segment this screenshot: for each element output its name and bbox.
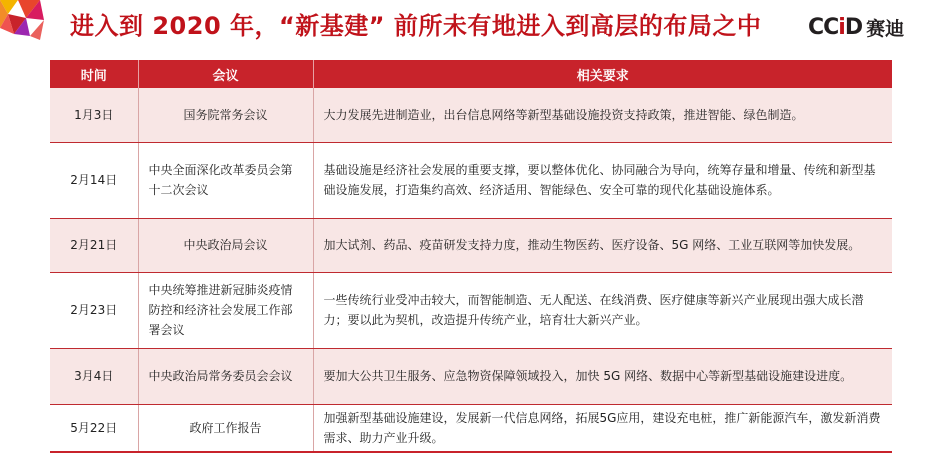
requirements-table bbox=[50, 60, 892, 453]
table-row bbox=[50, 348, 892, 404]
row-requirement: 要加大公共卫生服务、应急物资保障领域投入，加快 5G 网络、数据中心等新型基础设施建设进度。 bbox=[313, 348, 892, 404]
row-meeting: 中央政治局常务委员会会议 bbox=[138, 348, 313, 404]
row-meeting: 国务院常务会议 bbox=[138, 88, 313, 142]
row-date: 2月14日 bbox=[50, 142, 138, 218]
table-row bbox=[50, 404, 892, 452]
column-header-meeting: 会议 bbox=[138, 60, 313, 88]
brand-logo-cn: 赛迪 bbox=[866, 17, 905, 40]
column-header-requirement: 相关要求 bbox=[313, 60, 892, 88]
table-header-row bbox=[50, 60, 892, 88]
table-row bbox=[50, 218, 892, 272]
row-date: 2月23日 bbox=[50, 272, 138, 348]
table-row bbox=[50, 142, 892, 218]
table-row bbox=[50, 272, 892, 348]
row-date: 5月22日 bbox=[50, 404, 138, 452]
brand-logo bbox=[808, 12, 904, 42]
row-requirement: 基础设施是经济社会发展的重要支撑，要以整体优化、协同融合为导向，统筹存量和增量、传统和新型基础设施发展，打造集约高效、经济适用、智能绿色、安全可靠的现代化基础设施体系。 bbox=[313, 142, 892, 218]
row-date: 1月3日 bbox=[50, 88, 138, 142]
row-date: 3月4日 bbox=[50, 348, 138, 404]
row-requirement: 加强新型基础设施建设，发展新一代信息网络，拓展5G应用，建设充电桩，推广新能源汽车，激发新消费需求、助力产业升级。 bbox=[313, 404, 892, 452]
row-meeting: 中央政治局会议 bbox=[138, 218, 313, 272]
brand-logo-en: CCiD bbox=[808, 14, 863, 40]
row-date: 2月21日 bbox=[50, 218, 138, 272]
row-meeting: 中央统筹推进新冠肺炎疫情防控和经济社会发展工作部署会议 bbox=[138, 272, 313, 348]
column-header-date: 时间 bbox=[50, 60, 138, 88]
corner-logo-icon bbox=[0, 0, 60, 52]
table-row bbox=[50, 88, 892, 142]
row-requirement: 一些传统行业受冲击较大，而智能制造、无人配送、在线消费、医疗健康等新兴产业展现出强大成长潜力；要以此为契机，改造提升传统产业，培育壮大新兴产业。 bbox=[313, 272, 892, 348]
page-title: 进入到 2020 年，“新基建” 前所未有地进入到高层的布局之中 bbox=[70, 12, 762, 40]
row-requirement: 加大试剂、药品、疫苗研发支持力度，推动生物医药、医疗设备、5G 网络、工业互联网等加快发展。 bbox=[313, 218, 892, 272]
row-requirement: 大力发展先进制造业，出台信息网络等新型基础设施投资支持政策，推进智能、绿色制造。 bbox=[313, 88, 892, 142]
row-meeting: 中央全面深化改革委员会第十二次会议 bbox=[138, 142, 313, 218]
row-meeting: 政府工作报告 bbox=[138, 404, 313, 452]
